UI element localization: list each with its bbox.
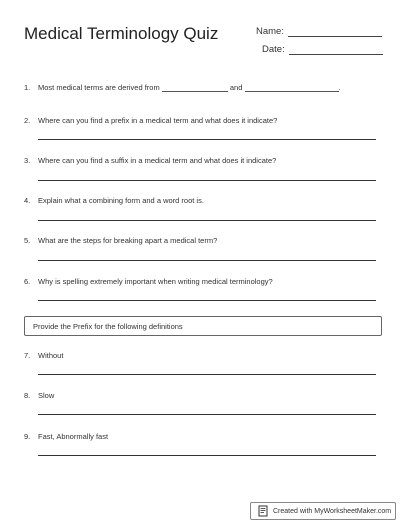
name-label: Name:	[256, 26, 284, 37]
question-6	[24, 277, 273, 286]
question-text: Where can you find a suffix in a medical term and what does it indicate?	[38, 156, 277, 165]
question-5	[24, 236, 217, 245]
answer-line[interactable]	[38, 414, 376, 415]
question-text-end: .	[338, 83, 341, 92]
footer-text: Created with MyWorksheetMaker.com	[273, 507, 392, 515]
question-1	[24, 83, 341, 92]
question-text: Slow	[38, 391, 55, 400]
answer-line[interactable]	[38, 455, 376, 456]
question-9	[24, 432, 108, 441]
question-number: 1.	[24, 83, 31, 92]
question-7	[24, 351, 63, 360]
fill-blank-2[interactable]	[245, 83, 339, 92]
question-number: 2.	[24, 116, 31, 125]
question-text: Why is spelling extremely important when writing medical terminology?	[38, 277, 273, 286]
answer-line[interactable]	[38, 220, 376, 221]
answer-line[interactable]	[38, 374, 376, 375]
question-text: Explain what a combining form and a word root is.	[38, 196, 204, 205]
name-field[interactable]	[256, 26, 382, 37]
answer-line[interactable]	[38, 139, 376, 140]
answer-line[interactable]	[38, 300, 376, 301]
date-line[interactable]	[289, 44, 383, 55]
question-text: Without	[38, 351, 64, 360]
question-text-mid: and	[229, 83, 243, 92]
footer-badge[interactable]	[250, 502, 396, 520]
name-line[interactable]	[288, 26, 382, 37]
question-number: 4.	[24, 196, 31, 205]
question-8	[24, 391, 54, 400]
question-text: Most medical terms are derived from	[38, 83, 160, 92]
question-number: 6.	[24, 277, 31, 286]
worksheet-title: Medical Terminology Quiz	[24, 24, 219, 43]
answer-line[interactable]	[38, 260, 376, 261]
section-header: Provide the Prefix for the following definitions	[24, 316, 382, 336]
question-text: What are the steps for breaking apart a medical term?	[38, 236, 218, 245]
question-text: Fast, Abnormally fast	[38, 432, 109, 441]
worksheet-maker-logo-icon	[257, 505, 269, 517]
question-4	[24, 196, 204, 205]
date-field[interactable]	[262, 44, 383, 55]
question-text: Where can you find a prefix in a medical term and what does it indicate?	[38, 116, 278, 125]
question-number: 7.	[24, 351, 31, 360]
answer-line[interactable]	[38, 180, 376, 181]
question-number: 8.	[24, 391, 31, 400]
question-number: 5.	[24, 236, 31, 245]
question-3	[24, 156, 276, 165]
question-2	[24, 116, 277, 125]
question-number: 9.	[24, 432, 31, 441]
date-label: Date:	[262, 44, 285, 55]
question-number: 3.	[24, 156, 31, 165]
fill-blank-1[interactable]	[162, 83, 228, 92]
